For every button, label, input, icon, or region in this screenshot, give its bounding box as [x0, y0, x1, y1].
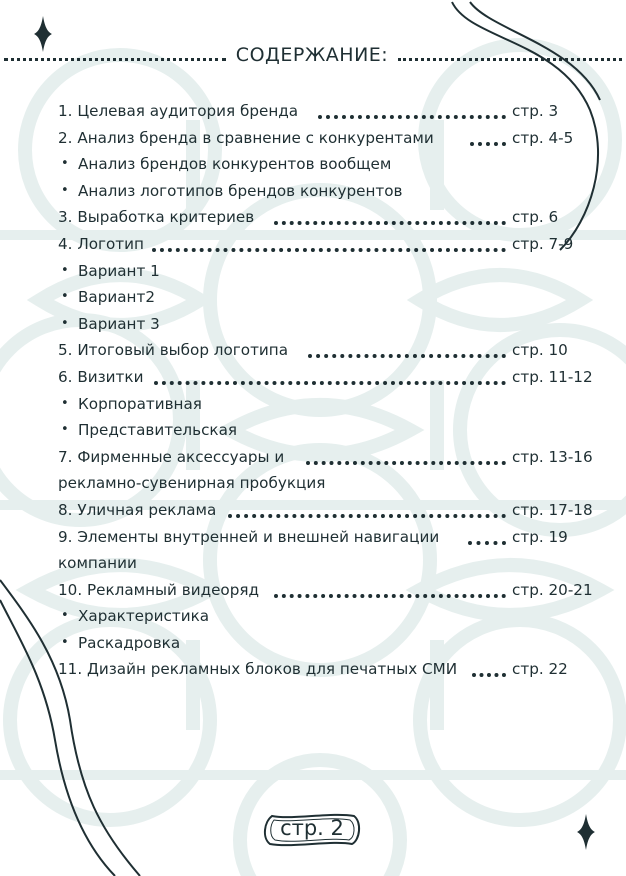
toc-entry-text: 8. Уличная реклама [58, 500, 217, 519]
title-dotted-line-right [398, 58, 622, 61]
toc-entry-5 [58, 337, 598, 364]
bullet-icon: • [61, 289, 69, 305]
toc-leader-dots [274, 594, 506, 598]
toc-leader-dots [470, 142, 506, 146]
bullet-icon: • [61, 182, 69, 198]
toc-entry-text: 2. Анализ бренда в сравнение с конкурентами [58, 128, 434, 147]
bullet-icon: • [61, 608, 69, 624]
page-title: СОДЕРЖАНИЕ: [235, 44, 389, 66]
toc-entry-7-continued [58, 470, 598, 497]
toc-entry-text: 6. Визитки [58, 367, 144, 386]
toc-leader-dots [318, 115, 506, 119]
bullet-icon: • [61, 395, 69, 411]
toc-subitem-text: Корпоративная [78, 394, 202, 413]
toc-entry-text: 10. Рекламный видеоряд [58, 580, 259, 599]
toc-entry-4 [58, 231, 598, 258]
toc-subitem [58, 391, 598, 418]
toc-subitem-text: Вариант2 [78, 288, 155, 307]
toc-page-number: стр. 7-9 [512, 234, 574, 253]
title-row [0, 44, 626, 74]
toc-entry-11 [58, 656, 598, 683]
toc-subitem [58, 603, 598, 630]
toc-entry-text: 5. Итоговый выбор логотипа [58, 341, 289, 360]
toc-entry-text: 1. Целевая аудитория бренда [58, 102, 299, 120]
toc-subitem [58, 151, 598, 178]
bullet-icon: • [61, 315, 69, 331]
diamond-ornament-bottom-right [577, 814, 595, 850]
toc-leader-dots [152, 248, 506, 252]
toc-page-number: стр. 22 [512, 660, 568, 679]
bullet-icon: • [61, 634, 69, 650]
toc-entry-1 [58, 98, 598, 125]
toc-leader-dots [274, 221, 506, 225]
toc-subitem-text: Анализ логотипов брендов конкурентов [78, 181, 403, 200]
toc-subitem [58, 284, 598, 311]
toc-subitem [58, 417, 598, 444]
bullet-icon: • [61, 422, 69, 438]
page-number-badge [262, 812, 362, 848]
toc-leader-dots [154, 381, 506, 385]
toc-page-number: стр. 13-16 [512, 447, 593, 466]
toc-subitem [58, 311, 598, 338]
toc-entry-2 [58, 125, 598, 152]
toc-entry-7 [58, 444, 598, 471]
toc-entry-text: рекламно-сувенирная пробукция [58, 474, 326, 493]
toc-subitem-text: Характеристика [78, 607, 210, 626]
toc-page-number: стр. 3 [512, 102, 559, 120]
toc-entry-text: компании [58, 554, 137, 573]
toc-page-number: стр. 6 [512, 208, 559, 227]
toc-page-number: стр. 17-18 [512, 500, 593, 519]
toc-page-number: стр. 20-21 [512, 580, 593, 599]
toc-entry-text: 4. Логотип [58, 234, 144, 253]
toc-page-number: стр. 4-5 [512, 128, 574, 147]
toc-page-number: стр. 11-12 [512, 367, 593, 386]
toc-subitem-text: Анализ брендов конкурентов вообщем [78, 155, 392, 174]
toc-leader-dots [472, 673, 506, 677]
toc-subitem-text: Вариант 1 [78, 261, 160, 280]
title-dotted-line-left [4, 58, 226, 61]
toc-leader-dots [306, 461, 506, 465]
toc-entry-text: 7. Фирменные аксессуары и [58, 447, 285, 466]
toc-leader-dots [308, 354, 506, 358]
toc-subitem-text: Раскадровка [78, 633, 181, 652]
toc-entry-text: 3. Выработка критериев [58, 208, 255, 227]
toc-entry-8 [58, 497, 598, 524]
toc-subitem [58, 178, 598, 205]
toc-entry-9 [58, 524, 598, 551]
toc-entry-10 [58, 577, 598, 604]
bullet-icon: • [61, 262, 69, 278]
toc-page-number: стр. 10 [512, 341, 568, 360]
toc-subitem-text: Представительская [78, 421, 238, 440]
bullet-icon: • [61, 156, 69, 172]
toc-subitem [58, 258, 598, 285]
toc-entry-9-continued [58, 550, 598, 577]
toc-entry-text: 9. Элементы внутренней и внешней навигации [58, 527, 440, 546]
toc-page-number: стр. 19 [512, 527, 568, 546]
toc-entry-3 [58, 204, 598, 231]
toc-leader-dots [228, 514, 506, 518]
toc-entry-text: 11. Дизайн рекламных блоков для печатных СМИ [58, 660, 458, 679]
toc-leader-dots [468, 541, 506, 545]
toc-entry-6 [58, 364, 598, 391]
table-of-contents [58, 98, 598, 683]
toc-subitem-text: Вариант 3 [78, 314, 160, 333]
page-number-label: стр. 2 [280, 816, 344, 840]
toc-subitem [58, 630, 598, 657]
